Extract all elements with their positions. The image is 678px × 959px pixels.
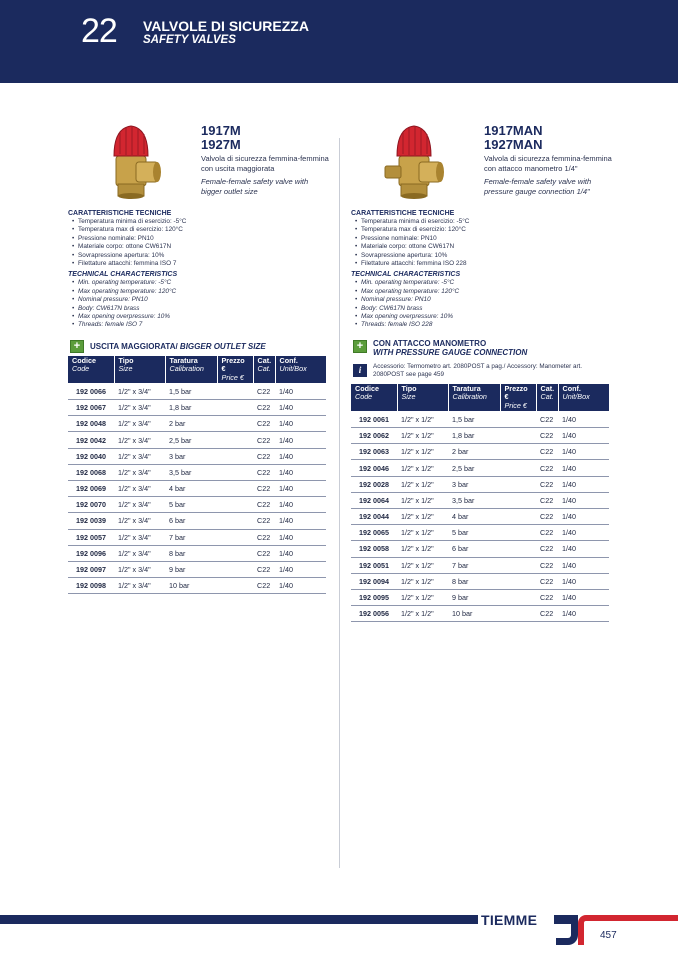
cell-code: 192 0051 [351,557,397,573]
cell-price [217,383,253,399]
section-title: USCITA MAGGIORATA/ BIGGER OUTLET SIZE [90,341,266,351]
cell-calibration: 7 bar [165,529,217,545]
cell-size: 1/2" x 3/4" [114,432,165,448]
cell-cat: C22 [253,545,275,561]
spec-item: • Materiale corpo: ottone CW617N [78,243,330,251]
section-title-en: WITH PRESSURE GAUGE CONNECTION [373,347,528,357]
spec-item: • Body: CW617N brass [361,305,613,313]
cell-cat: C22 [253,481,275,497]
cell-code: 192 0061 [351,411,397,427]
table-row [68,464,326,480]
spec-item: • Pressione nominale: PN10 [78,235,330,243]
cell-size: 1/2" x 1/2" [397,557,448,573]
cell-code: 192 0095 [351,589,397,605]
cell-conf: 1/40 [558,492,609,508]
table-row [68,383,326,399]
cell-conf: 1/40 [275,481,326,497]
cell-size: 1/2" x 3/4" [114,383,165,399]
specs-title-it: CARATTERISTICHE TECNICHE [351,210,455,217]
spec-item: • Max opening overpressure: 10% [361,313,613,321]
col-header-calibration: Taratura Calibration [165,356,217,384]
cell-code: 192 0063 [351,444,397,460]
spec-item: • Body: CW617N brass [78,305,330,313]
cell-price [217,561,253,577]
technical-specs [68,209,330,330]
table-row [351,589,609,605]
cell-calibration: 10 bar [165,578,217,594]
spec-item: • Threads: female ISO 228 [361,321,613,329]
spec-item: • Pressione nominale: PN10 [361,235,613,243]
specs-title-it: CARATTERISTICHE TECNICHE [68,210,172,217]
cell-cat: C22 [253,383,275,399]
spec-item: • Temperatura max di esercizio: 120°C [361,226,613,234]
cell-cat: C22 [536,509,558,525]
cell-size: 1/2" x 1/2" [397,444,448,460]
cell-cat: C22 [253,432,275,448]
cell-cat: C22 [536,460,558,476]
cell-size: 1/2" x 3/4" [114,400,165,416]
cell-size: 1/2" x 1/2" [397,525,448,541]
product-code: 1917M [201,123,241,138]
brand-logo: TIEMME [478,910,554,930]
cell-conf: 1/40 [275,545,326,561]
table-row [351,541,609,557]
specs-title-en: TECHNICAL CHARACTERISTICS [68,271,178,279]
cell-conf: 1/40 [275,383,326,399]
spec-item: • Filettature attacchi: femmina ISO 228 [361,260,613,268]
page-header [0,0,678,83]
plus-icon: + [70,340,84,353]
col-header-size: Tipo Size [114,356,165,384]
cell-conf: 1/40 [558,509,609,525]
cell-code: 192 0062 [351,428,397,444]
product-table [351,384,609,622]
cell-conf: 1/40 [558,606,609,622]
cell-cat: C22 [536,541,558,557]
cell-price [217,545,253,561]
cell-code: 192 0098 [68,578,114,594]
cell-price [217,497,253,513]
cell-calibration: 6 bar [165,513,217,529]
cell-price [217,448,253,464]
accessory-text: Accessorio: Termometro art. 2080POST a pag./ Accessory: Manometer art. 2080POST see page 459 [373,362,583,378]
cell-conf: 1/40 [275,497,326,513]
cell-code: 192 0094 [351,573,397,589]
cell-conf: 1/40 [275,416,326,432]
cell-conf: 1/40 [558,541,609,557]
col-header-code: Codice Code [351,384,397,412]
product-left [68,120,330,594]
cell-size: 1/2" x 3/4" [114,464,165,480]
cell-size: 1/2" x 3/4" [114,529,165,545]
cell-calibration: 1,8 bar [165,400,217,416]
spec-item: • Min. operating temperature: -5°C [361,279,613,287]
table-row [351,476,609,492]
product-description-en: Female-female safety valve with bigger outlet size [201,177,309,196]
spec-item: • Nominal pressure: PN10 [361,296,613,304]
cell-conf: 1/40 [275,561,326,577]
cell-code: 192 0057 [68,529,114,545]
cell-calibration: 1,5 bar [448,411,500,427]
product-header [68,120,330,208]
cell-cat: C22 [253,561,275,577]
spec-item: • Max operating temperature: 120°C [361,288,613,296]
specs-list-en [68,279,330,329]
cell-price [500,428,536,444]
cell-cat: C22 [253,448,275,464]
specs-title-en: TECHNICAL CHARACTERISTICS [351,271,461,279]
section-heading [68,340,330,354]
cell-code: 192 0028 [351,476,397,492]
cell-conf: 1/40 [558,557,609,573]
cell-calibration: 5 bar [165,497,217,513]
technical-specs [351,209,613,330]
cell-cat: C22 [536,589,558,605]
cell-conf: 1/40 [275,432,326,448]
cell-size: 1/2" x 1/2" [397,460,448,476]
product-description-en: Female-female safety valve with pressure gauge connection 1/4" [484,177,592,196]
section-heading [351,340,613,362]
chapter-title-it: VALVOLE DI SICUREZZA [143,18,309,34]
table-row [68,513,326,529]
product-table [68,356,326,594]
cell-conf: 1/40 [558,444,609,460]
spec-item: • Sovrapressione apertura: 10% [78,252,330,260]
specs-list-en [351,279,613,329]
cell-cat: C22 [536,444,558,460]
cell-calibration: 5 bar [448,525,500,541]
cell-size: 1/2" x 1/2" [397,492,448,508]
cell-calibration: 8 bar [448,573,500,589]
cell-conf: 1/40 [558,428,609,444]
cell-cat: C22 [253,578,275,594]
cell-cat: C22 [253,400,275,416]
cell-size: 1/2" x 1/2" [397,541,448,557]
product-header [351,120,613,208]
table-row [351,606,609,622]
cell-calibration: 1,8 bar [448,428,500,444]
cell-code: 192 0068 [68,464,114,480]
col-header-cat: Cat. Cat. [253,356,275,384]
cell-conf: 1/40 [275,578,326,594]
cell-calibration: 9 bar [448,589,500,605]
cell-cat: C22 [536,428,558,444]
cell-calibration: 3,5 bar [165,464,217,480]
safety-valve-gauge-image [381,120,445,200]
cell-size: 1/2" x 1/2" [397,573,448,589]
spec-item: • Temperatura minima di esercizio: -5°C [78,218,330,226]
cell-price [500,557,536,573]
table-row [351,460,609,476]
cell-code: 192 0040 [68,448,114,464]
table-row [68,497,326,513]
spec-item: • Filettature attacchi: femmina ISO 7 [78,260,330,268]
cell-size: 1/2" x 3/4" [114,497,165,513]
cell-code: 192 0096 [68,545,114,561]
cell-conf: 1/40 [275,513,326,529]
cell-cat: C22 [253,416,275,432]
cell-calibration: 4 bar [165,481,217,497]
cell-price [500,492,536,508]
column-divider [339,138,340,868]
cell-price [217,529,253,545]
cell-cat: C22 [536,525,558,541]
cell-cat: C22 [536,411,558,427]
cell-price [500,476,536,492]
footer-hook-blue [556,915,578,945]
col-header-code: Codice Code [68,356,114,384]
cell-price [500,444,536,460]
table-row [351,492,609,508]
cell-calibration: 2 bar [165,416,217,432]
cell-calibration: 3 bar [165,448,217,464]
page-number: 457 [600,930,617,941]
table-row [351,411,609,427]
cell-calibration: 3,5 bar [448,492,500,508]
product-right [351,120,613,622]
cell-calibration: 2,5 bar [448,460,500,476]
col-header-cat: Cat. Cat. [536,384,558,412]
table-row [68,416,326,432]
cell-conf: 1/40 [275,448,326,464]
col-header-calibration: Taratura Calibration [448,384,500,412]
spec-item: • Nominal pressure: PN10 [78,296,330,304]
cell-code: 192 0044 [351,509,397,525]
cell-conf: 1/40 [558,573,609,589]
col-header-price: Prezzo € Price € [217,356,253,384]
cell-code: 192 0039 [68,513,114,529]
table-row [68,481,326,497]
cell-price [500,606,536,622]
cell-code: 192 0066 [68,383,114,399]
cell-conf: 1/40 [558,411,609,427]
col-header-conf: Conf. Unit/Box [558,384,609,412]
cell-cat: C22 [536,573,558,589]
specs-list-it [351,218,613,268]
cell-size: 1/2" x 1/2" [397,509,448,525]
cell-price [500,541,536,557]
cell-size: 1/2" x 3/4" [114,448,165,464]
col-header-conf: Conf. Unit/Box [275,356,326,384]
cell-calibration: 8 bar [165,545,217,561]
product-description-it: Valvola di sicurezza femmina-femmina con uscita maggiorata [201,154,329,173]
cell-size: 1/2" x 1/2" [397,606,448,622]
cell-code: 192 0048 [68,416,114,432]
table-row [68,432,326,448]
cell-code: 192 0046 [351,460,397,476]
cell-size: 1/2" x 1/2" [397,589,448,605]
cell-calibration: 1,5 bar [165,383,217,399]
cell-price [217,400,253,416]
cell-cat: C22 [253,513,275,529]
cell-size: 1/2" x 3/4" [114,561,165,577]
chapter-title-en: SAFETY VALVES [143,34,236,46]
cell-price [217,513,253,529]
chapter-number: 22 [81,12,117,50]
cell-calibration: 4 bar [448,509,500,525]
table-row [351,444,609,460]
table-row [68,545,326,561]
product-info [201,124,331,196]
cell-conf: 1/40 [275,464,326,480]
cell-code: 192 0069 [68,481,114,497]
table-row [68,448,326,464]
safety-valve-image [98,120,162,200]
table-row [351,557,609,573]
table-row [68,578,326,594]
spec-item: • Min. operating temperature: -5°C [78,279,330,287]
footer-bar-red [586,915,678,921]
cell-code: 192 0042 [68,432,114,448]
cell-size: 1/2" x 3/4" [114,513,165,529]
product-code-alt: 1927MAN [484,137,543,152]
cell-conf: 1/40 [558,589,609,605]
cell-price [217,416,253,432]
spec-item: • Max operating temperature: 120°C [78,288,330,296]
cell-price [217,432,253,448]
cell-calibration: 7 bar [448,557,500,573]
cell-calibration: 10 bar [448,606,500,622]
cell-size: 1/2" x 1/2" [397,411,448,427]
spec-item: • Sovrapressione apertura: 10% [361,252,613,260]
cell-code: 192 0058 [351,541,397,557]
col-header-price: Prezzo € Price € [500,384,536,412]
cell-cat: C22 [536,476,558,492]
cell-price [217,464,253,480]
cell-code: 192 0067 [68,400,114,416]
cell-conf: 1/40 [558,525,609,541]
product-code: 1917MAN [484,123,543,138]
cell-cat: C22 [536,492,558,508]
spec-item: • Temperatura minima di esercizio: -5°C [361,218,613,226]
cell-conf: 1/40 [275,529,326,545]
cell-code: 192 0056 [351,606,397,622]
cell-price [500,589,536,605]
table-row [351,525,609,541]
cell-cat: C22 [253,497,275,513]
cell-price [217,578,253,594]
table-row [351,428,609,444]
cell-price [217,481,253,497]
cell-calibration: 9 bar [165,561,217,577]
cell-cat: C22 [536,606,558,622]
table-row [68,400,326,416]
spec-item: • Max opening overpressure: 10% [78,313,330,321]
table-row [351,573,609,589]
product-code-alt: 1927M [201,137,241,152]
accessory-note [351,362,613,382]
cell-price [500,411,536,427]
cell-cat: C22 [536,557,558,573]
cell-price [500,509,536,525]
cell-code: 192 0097 [68,561,114,577]
cell-price [500,573,536,589]
cell-size: 1/2" x 1/2" [397,428,448,444]
spec-item: • Threads: female ISO 7 [78,321,330,329]
table-row [351,509,609,525]
section-title-it: CON ATTACCO MANOMETRO [373,338,487,348]
cell-conf: 1/40 [558,476,609,492]
cell-size: 1/2" x 3/4" [114,416,165,432]
plus-icon: + [353,340,367,353]
col-header-size: Tipo Size [397,384,448,412]
cell-calibration: 3 bar [448,476,500,492]
table-row [68,561,326,577]
cell-size: 1/2" x 1/2" [397,476,448,492]
cell-calibration: 6 bar [448,541,500,557]
cell-price [500,525,536,541]
info-icon: i [353,364,367,377]
cell-code: 192 0064 [351,492,397,508]
cell-price [500,460,536,476]
spec-item: • Temperatura max di esercizio: 120°C [78,226,330,234]
product-description-it: Valvola di sicurezza femmina-femmina con attacco manometro 1/4" [484,154,612,173]
cell-size: 1/2" x 3/4" [114,545,165,561]
cell-size: 1/2" x 3/4" [114,481,165,497]
cell-conf: 1/40 [558,460,609,476]
cell-size: 1/2" x 3/4" [114,578,165,594]
cell-calibration: 2 bar [448,444,500,460]
specs-list-it [68,218,330,268]
cell-conf: 1/40 [275,400,326,416]
cell-calibration: 2,5 bar [165,432,217,448]
spec-item: • Materiale corpo: ottone CW617N [361,243,613,251]
table-row [68,529,326,545]
product-info [484,124,614,196]
cell-cat: C22 [253,464,275,480]
cell-cat: C22 [253,529,275,545]
cell-code: 192 0070 [68,497,114,513]
cell-code: 192 0065 [351,525,397,541]
